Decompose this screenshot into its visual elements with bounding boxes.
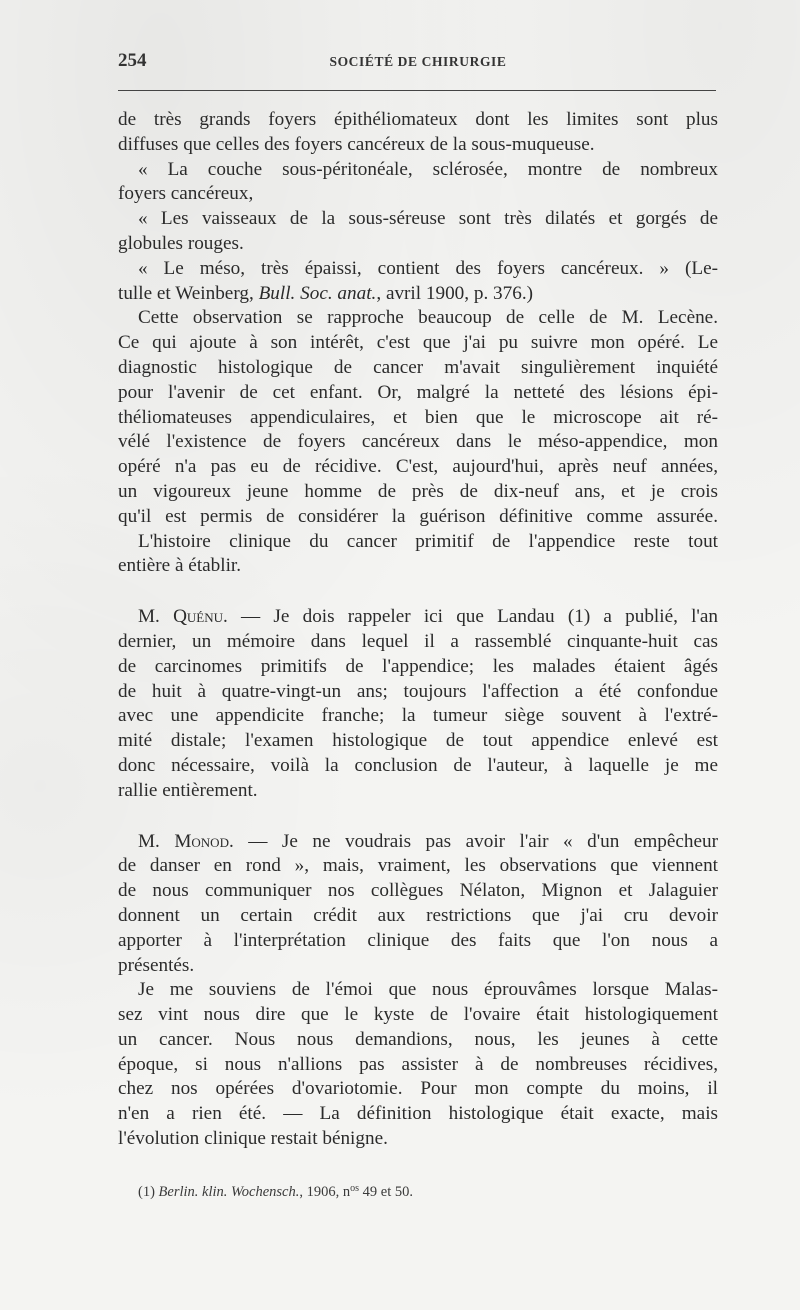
page-number: 254: [118, 50, 147, 71]
text-line: présentés.: [118, 954, 195, 976]
paragraph-quote-couche: [118, 158, 718, 208]
speaker-name: Quénu: [173, 606, 224, 628]
paragraph-continuation: [118, 108, 718, 158]
paragraph-quote-meso: [118, 257, 718, 307]
running-header: [118, 50, 718, 74]
text-line: chez nos opérées d'ovariotomie. Pour mon compte du moins, il: [118, 1078, 718, 1100]
text-line: L'histoire clinique du cancer primitif de l'appendice reste tout: [138, 530, 718, 552]
text-line: Je me souviens de l'émoi que nous éprouvâmes lorsque Malas-: [138, 979, 718, 1001]
text-line: donnent un certain crédit aux restrictions que j'ai cru devoir: [118, 904, 718, 926]
paragraph-histoire: [118, 530, 718, 580]
paragraph-quenu: [118, 605, 718, 803]
text-line: opéré n'a pas eu de récidive. C'est, aujourd'hui, après neuf années,: [118, 456, 718, 478]
speaker-line: [118, 605, 718, 630]
citation-authors: tulle et Weinberg,: [118, 282, 259, 304]
text-line: diffuses que celles des foyers cancéreux de la sous-muqueuse.: [118, 133, 595, 155]
footnote-numbers: 49 et 50.: [359, 1184, 413, 1200]
citation-journal: Bull. Soc. anat.: [258, 282, 377, 304]
text-line: vélé l'existence de foyers cancéreux dans le méso-appendice, mon: [118, 431, 718, 453]
text-line: un vigoureux jeune homme de près de dix-neuf ans, et je crois: [118, 480, 718, 502]
body-text: [118, 108, 718, 1152]
text-line: rallie entièrement.: [118, 779, 258, 801]
text-line: « Les vaisseaux de la sous-séreuse sont très dilatés et gorgés de: [138, 208, 718, 230]
text-line: sez vint nous dire que le kyste de l'ovaire était histologiquement: [118, 1004, 718, 1026]
text-line: donc nécessaire, voilà la conclusion de l'auteur, à laquelle je me: [118, 754, 718, 776]
speaker-line: [118, 830, 718, 855]
text-line: Cette observation se rapproche beaucoup de celle de M. Lecène.: [138, 307, 718, 329]
footnote-marker: (1): [138, 1184, 159, 1200]
text-line: foyers cancéreux,: [118, 183, 254, 205]
text-line: entière à établir.: [118, 555, 242, 577]
text-line: de danser en rond », mais, vraiment, les observations que viennent: [118, 855, 718, 877]
speaker-name: Monod: [174, 830, 229, 852]
text-line: « La couche sous-péritonéale, sclérosée, montre de nombreux: [138, 158, 718, 180]
footnote-source: Berlin. klin. Wochensch.: [158, 1184, 300, 1200]
text-line: Ce qui ajoute à son intérêt, c'est que j'ai pu suivre mon opéré. Le: [118, 332, 718, 354]
text-line: un cancer. Nous nous demandions, nous, les jeunes à cette: [118, 1028, 718, 1050]
running-title: SOCIÉTÉ DE CHIRURGIE: [329, 54, 507, 69]
footnote-year: , 1906, n: [299, 1184, 351, 1200]
paragraph-observation: [118, 306, 718, 529]
citation-details: , avril 1900, p. 376.): [376, 282, 534, 304]
text-line: « Le méso, très épaissi, contient des foyers cancéreux. » (Le-: [138, 257, 718, 279]
speaker-prefix: M.: [138, 606, 174, 628]
speaker-prefix: M.: [138, 830, 175, 852]
footnote-superscript: os: [350, 1183, 360, 1194]
text-line: avec une appendicite franche; la tumeur siège souvent à l'extré-: [118, 705, 718, 727]
text-line: diagnostic histologique de cancer m'avait singulièrement inquiété: [118, 356, 718, 378]
text-line: de très grands foyers épithéliomateux dont les limites sont plus: [118, 109, 718, 130]
speech-text: . — Je ne voudrais pas avoir l'air « d'un empêcheur: [228, 830, 718, 852]
paragraph-monod: [118, 830, 718, 979]
text-line: qu'il est permis de considérer la guérison définitive comme assurée.: [118, 505, 718, 527]
section-gap: [118, 804, 718, 830]
section-gap: [118, 579, 718, 605]
paragraph-quote-vaisseaux: [118, 207, 718, 257]
text-line: théliomateuses appendiculaires, et bien que le microscope ait ré-: [118, 406, 718, 428]
text-line: dernier, un mémoire dans lequel il a rassemblé cinquante-huit cas: [118, 630, 718, 652]
text-line: apporter à l'interprétation clinique des faits que l'on nous a: [118, 929, 718, 951]
text-line: de nous communiquer nos collègues Nélaton, Mignon et Jalaguier: [118, 880, 718, 902]
footnote: [138, 1183, 413, 1201]
text-line: n'en a rien été. — La définition histologique était exacte, mais: [118, 1103, 718, 1125]
text-line: pour l'avenir de cet enfant. Or, malgré la netteté des lésions épi-: [118, 381, 718, 403]
paragraph-souvenir: [118, 978, 718, 1152]
text-line: de huit à quatre-vingt-un ans; toujours l'affection a été confondue: [118, 680, 718, 702]
text-line: l'évolution clinique restait bénigne.: [118, 1128, 388, 1150]
text-line: globules rouges.: [118, 232, 244, 254]
text-line: époque, si nous n'allions pas assister à de nombreuses récidives,: [118, 1053, 718, 1075]
header-rule: [118, 90, 716, 91]
text-line: de carcinomes primitifs de l'appendice; les malades étaient âgés: [118, 655, 718, 677]
speech-text: . — Je dois rappeler ici que Landau (1) a publié, l'an: [223, 606, 718, 628]
citation-line: [118, 282, 718, 307]
text-line: mité distale; l'examen histologique de tout appendice enlevé est: [118, 730, 718, 752]
